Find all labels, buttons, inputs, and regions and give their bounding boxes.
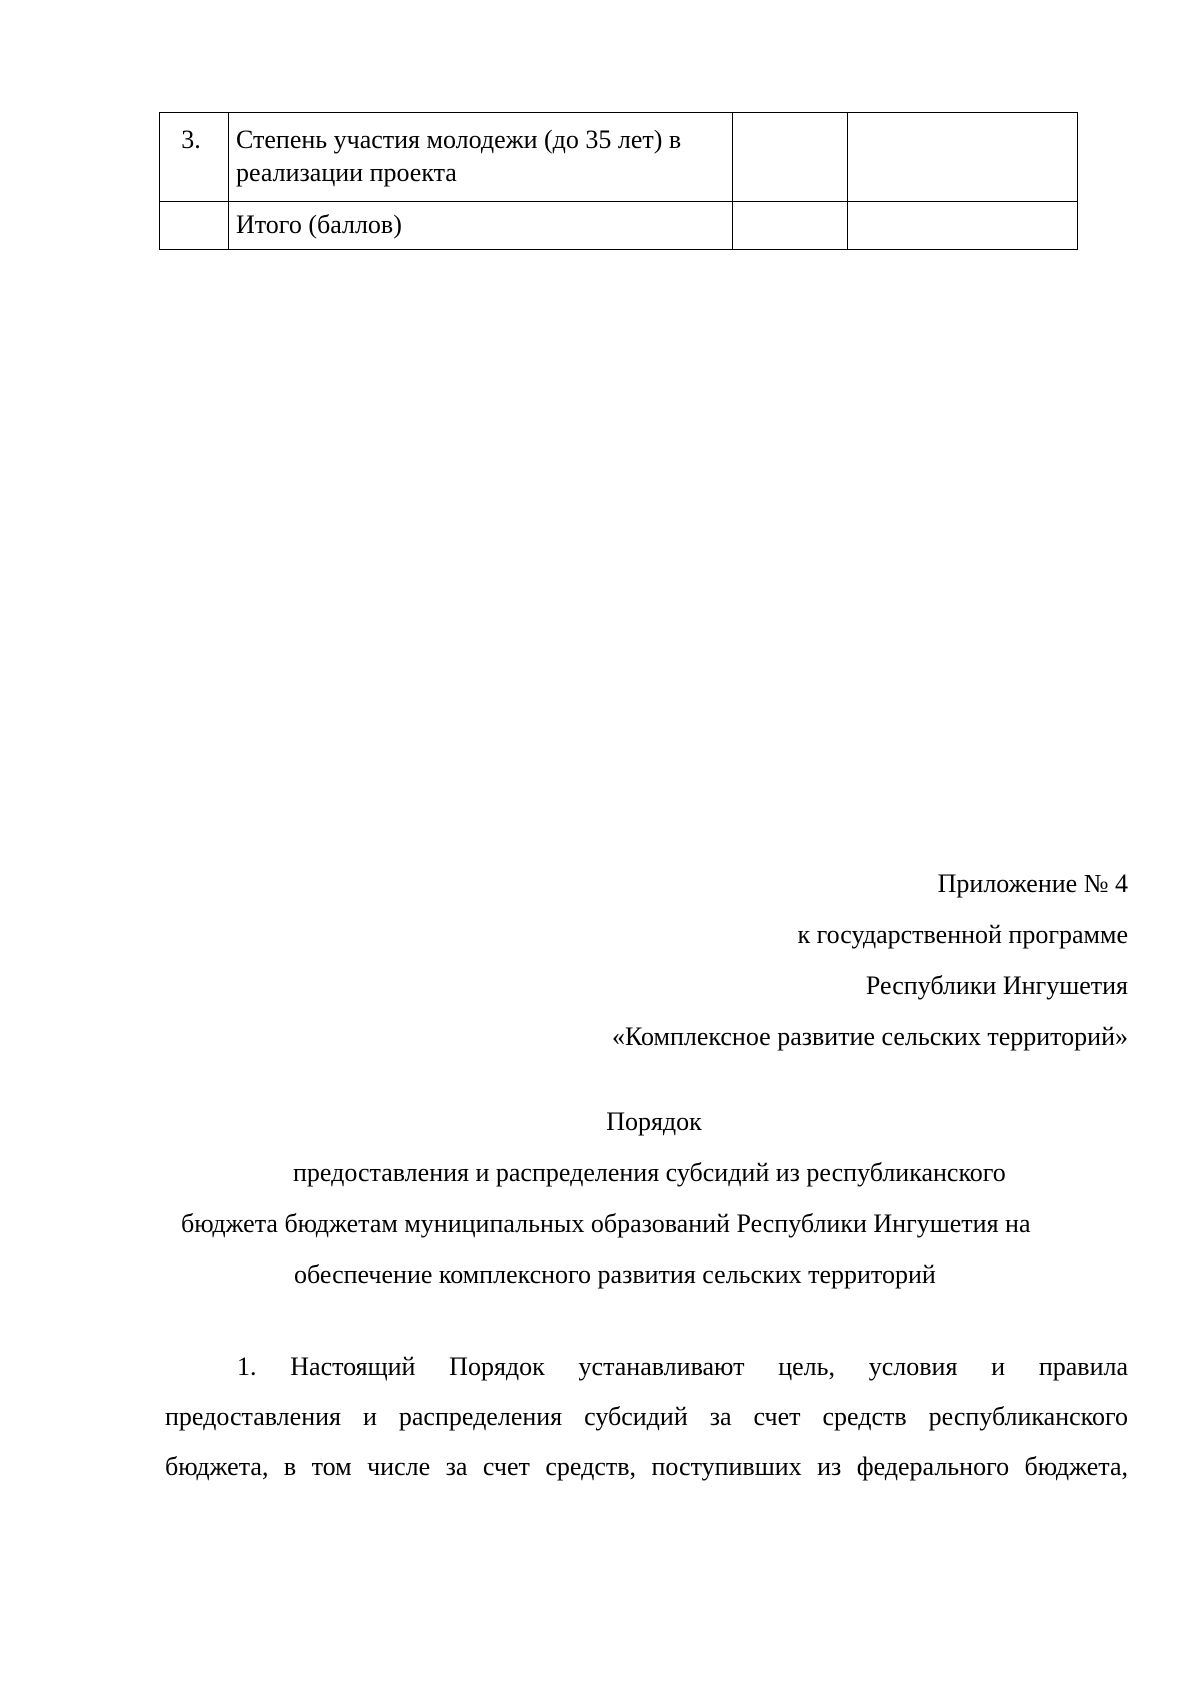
appendix-program-name: «Комплексное развитие сельских территорий»	[611, 1022, 1128, 1051]
document-title	[159, 1096, 1129, 1300]
appendix-number: Приложение № 4	[937, 869, 1128, 898]
paragraph-line: 1. Настоящий Порядок устанавливают цель, условия и правила	[237, 1352, 1128, 1381]
row-number-cell: 3.	[160, 113, 229, 202]
value-cell	[733, 202, 848, 250]
body-paragraph	[165, 1342, 1128, 1492]
table-row-total	[160, 202, 1078, 250]
table-row	[160, 113, 1078, 202]
appendix-program-line: к государственной программе	[797, 920, 1128, 949]
paragraph-line: предоставления и распределения субсидий за счет средств республиканского	[165, 1402, 1128, 1431]
title-heading: Порядок	[606, 1107, 702, 1136]
score-cell	[848, 202, 1078, 250]
title-line: предоставления и распределения субсидий из республиканского	[293, 1158, 1006, 1187]
criteria-score-table	[159, 112, 1078, 250]
paragraph-line: бюджета, в том числе за счет средств, поступивших из федерального бюджета,	[165, 1452, 1128, 1481]
title-line: обеспечение комплексного развития сельских территорий	[294, 1260, 936, 1289]
value-cell	[733, 113, 848, 202]
score-cell	[848, 113, 1078, 202]
appendix-republic-line: Республики Ингушетия	[865, 971, 1128, 1000]
criterion-name-cell: Степень участия молодежи (до 35 лет) в реализации проекта	[229, 113, 733, 202]
total-label-cell: Итого (баллов)	[229, 202, 733, 250]
row-number-cell	[160, 202, 229, 250]
appendix-header	[612, 858, 1128, 1062]
title-line: бюджета бюджетам муниципальных образований Республики Ингушетия на	[181, 1209, 1031, 1238]
